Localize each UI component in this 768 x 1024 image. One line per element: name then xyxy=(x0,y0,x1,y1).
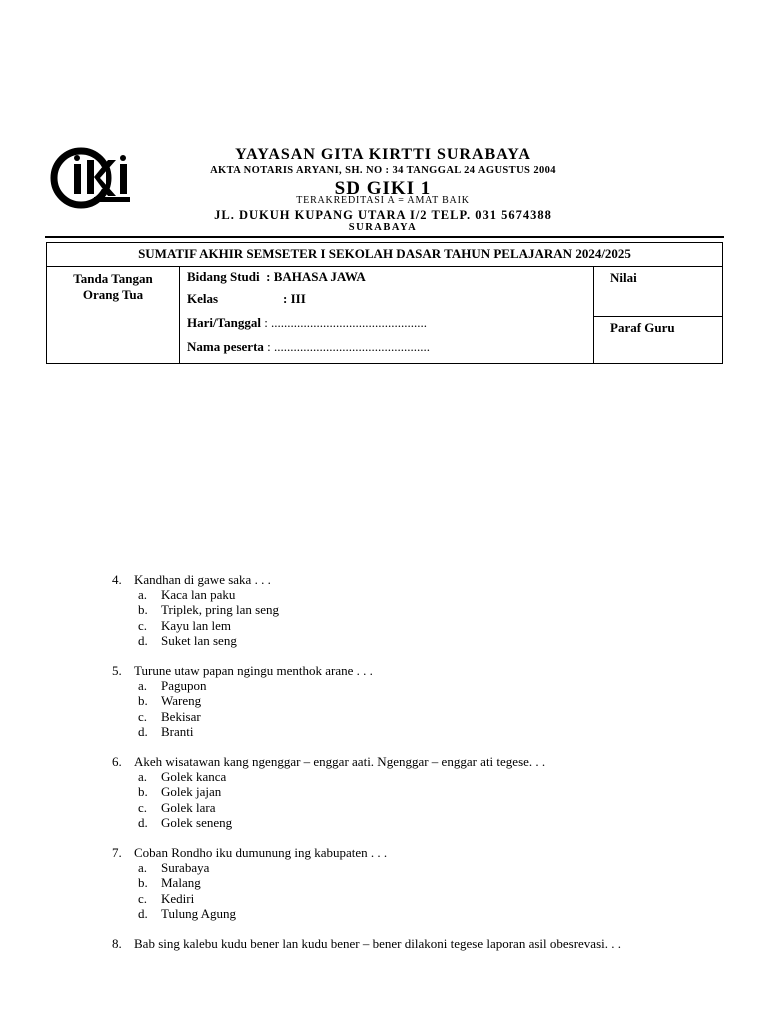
option-letter: b. xyxy=(138,875,148,891)
question-number: 4. xyxy=(112,572,122,587)
accreditation: TERAKREDITASI A = AMAT BAIK xyxy=(296,195,470,206)
question-item xyxy=(112,754,732,830)
option-text: Kayu lan lem xyxy=(161,617,232,633)
option-letter: c. xyxy=(138,617,148,633)
teacher-sign-label: Paraf Guru xyxy=(610,319,675,335)
class-label: Kelas xyxy=(187,291,219,306)
answer-option xyxy=(112,618,732,633)
question-text xyxy=(112,572,732,587)
option-letter: d. xyxy=(138,905,148,921)
subject-value: : BAHASA JAWA xyxy=(266,269,366,284)
school-logo xyxy=(50,147,142,209)
question-body: Bab sing kalebu kudu bener lan kudu bener – bener dilakoni tegese laporan asil obesrevasi. . . xyxy=(134,936,621,952)
score-cell xyxy=(594,267,723,317)
parent-signature-cell xyxy=(47,267,180,364)
answer-option xyxy=(112,891,732,906)
option-letter: a. xyxy=(138,678,148,694)
option-text: Golek jajan xyxy=(161,784,222,800)
question-number: 7. xyxy=(112,845,122,861)
exam-title: SUMATIF AKHIR SEMSETER I SEKOLAH DASAR TAHUN PELAJARAN 2024/2025 xyxy=(47,243,723,267)
option-letter: d. xyxy=(138,814,148,830)
foundation-name: YAYASAN GITA KIRTTI SURABAYA xyxy=(235,146,531,163)
question-list xyxy=(112,572,732,966)
question-body: Akeh wisatawan kang ngenggar – enggar aati. Ngenggar – enggar ati tegese. . . xyxy=(134,754,546,770)
question-item xyxy=(112,936,732,951)
option-letter: d. xyxy=(138,632,148,648)
name-row xyxy=(187,339,430,355)
question-text xyxy=(112,845,732,860)
option-letter: c. xyxy=(138,708,148,724)
question-number: 8. xyxy=(112,936,122,952)
answer-option xyxy=(112,633,732,648)
answer-option xyxy=(112,693,732,708)
option-text: Kediri xyxy=(161,890,195,906)
answer-option xyxy=(112,860,732,875)
exam-info-table xyxy=(46,242,723,364)
date-field[interactable]: : ................................................ xyxy=(264,315,428,330)
school-city: SURABAYA xyxy=(348,222,418,233)
school-name: SD GIKI 1 xyxy=(334,178,432,199)
option-text: Kaca lan paku xyxy=(161,587,236,603)
subject-row xyxy=(187,269,366,285)
answer-option xyxy=(112,709,732,724)
option-letter: a. xyxy=(138,587,148,603)
option-letter: c. xyxy=(138,890,148,906)
name-field[interactable]: : ................................................ xyxy=(267,339,431,354)
question-number: 5. xyxy=(112,663,122,679)
option-text: Golek kanca xyxy=(161,769,227,785)
school-address: JL. DUKUH KUPANG UTARA I/2 TELP. 031 5674388 xyxy=(214,208,552,222)
question-text xyxy=(112,936,732,951)
option-text: Branti xyxy=(161,723,194,739)
answer-option xyxy=(112,769,732,784)
parent-signature-label-2: Orang Tua xyxy=(82,287,144,302)
question-item xyxy=(112,845,732,921)
notary-deed: AKTA NOTARIS ARYANI, SH. NO : 34 TANGGAL 24 AGUSTUS 2004 xyxy=(210,165,556,176)
score-label: Nilai xyxy=(610,270,637,285)
question-text xyxy=(112,663,732,678)
parent-signature-label-1: Tanda Tangan xyxy=(73,271,153,286)
subject-label: Bidang Studi xyxy=(187,269,260,284)
option-text: Pagupon xyxy=(161,678,207,694)
question-item xyxy=(112,572,732,648)
option-text: Triplek, pring lan seng xyxy=(161,602,279,618)
answer-option xyxy=(112,602,732,617)
question-body: Turune utaw papan ngingu menthok arane . . . xyxy=(134,663,373,679)
answer-option xyxy=(112,815,732,830)
class-row xyxy=(187,291,306,307)
option-text: Malang xyxy=(161,875,201,891)
answer-option xyxy=(112,875,732,890)
answer-option xyxy=(112,906,732,921)
teacher-sign-cell xyxy=(594,316,723,364)
answer-option xyxy=(112,724,732,739)
answer-option xyxy=(112,587,732,602)
date-row xyxy=(187,315,427,331)
option-letter: b. xyxy=(138,602,148,618)
question-item xyxy=(112,663,732,739)
date-label: Hari/Tanggal xyxy=(187,315,261,330)
question-text xyxy=(112,754,732,769)
option-letter: a. xyxy=(138,860,148,876)
option-letter: c. xyxy=(138,799,148,815)
answer-option xyxy=(112,678,732,693)
header-divider xyxy=(45,236,724,238)
option-letter: b. xyxy=(138,784,148,800)
answer-option xyxy=(112,800,732,815)
class-value: : III xyxy=(283,291,306,306)
option-letter: d. xyxy=(138,723,148,739)
option-text: Wareng xyxy=(161,693,202,709)
question-body: Coban Rondho iku dumunung ing kabupaten . . . xyxy=(134,845,388,861)
option-text: Golek seneng xyxy=(161,814,233,830)
answer-option xyxy=(112,784,732,799)
option-letter: a. xyxy=(138,769,148,785)
option-text: Tulung Agung xyxy=(161,905,237,921)
option-text: Golek lara xyxy=(161,799,216,815)
name-label: Nama peserta xyxy=(187,339,264,354)
option-text: Suket lan seng xyxy=(161,632,237,648)
question-number: 6. xyxy=(112,754,122,770)
option-letter: b. xyxy=(138,693,148,709)
option-text: Surabaya xyxy=(161,860,210,876)
student-info-cell xyxy=(180,267,594,364)
question-body: Kandhan di gawe saka . . . xyxy=(134,572,271,587)
option-text: Bekisar xyxy=(161,708,201,724)
